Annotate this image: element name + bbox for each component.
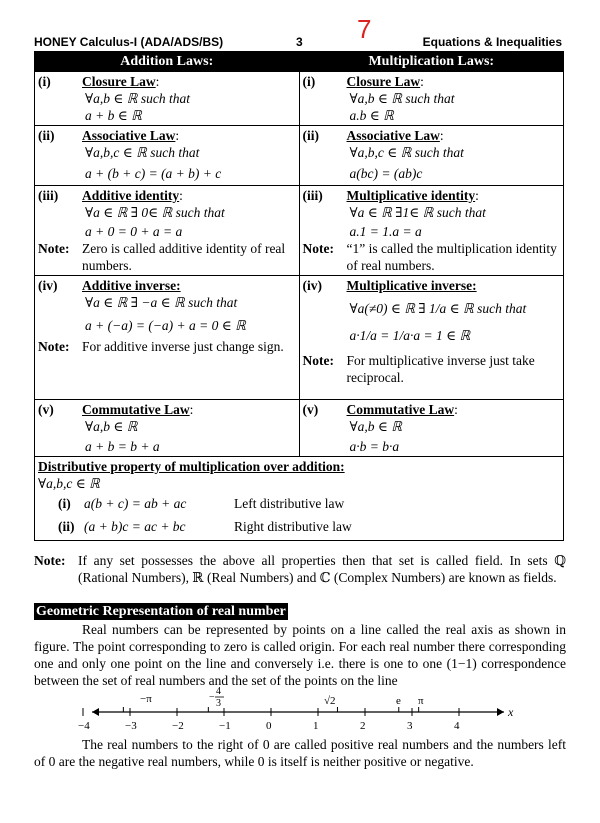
multiplication-laws-heading: Multiplication Laws: [299,52,564,72]
law-name: Additive inverse: [82,278,181,293]
note-text: For additive inverse just change sign. [82,339,284,354]
axis-label: x [508,705,514,719]
law-name: Commutative Law [82,402,190,417]
chapter-number: 7 [357,14,372,44]
law-name: Multiplicative identity [346,188,476,203]
note-label: Note: [302,353,334,368]
add-associative-cell: (ii) Associative Law: ∀a,b,c ∈ ℝ such that a + (b + c) = (a + b) + c [35,126,300,186]
tick-label: 2 [360,720,366,732]
left-arrow-icon [92,708,99,716]
note-text: If any set possesses the above all properties then that set is called field. In sets ℚ (Rational Numbers), ℝ (Real Numbers) and ℂ (Complex Numbers) are known as fields. [78,553,566,585]
note-label: Note: [38,339,70,354]
left-distributive-name: Left distributive law [234,496,345,511]
chapter-title: Equations & Inequalities [422,35,562,49]
law-name: Multiplicative inverse: [346,278,477,293]
section-heading: Geometric Representation of real number [36,604,286,619]
paragraph-2: The real numbers to the right of 0 are called positive real numbers and the numbers left of 0 are the negative real numbers, while 0 is itself is neither positive or negative. [34,737,566,769]
laws-table [34,51,564,541]
right-arrow-icon [497,708,504,716]
left-distributive-equation: a(b + c) = ab + ac [84,496,187,511]
four-thirds-denominator: 3 [216,698,221,709]
right-distributive-equation: (a + b)c = ac + bc [84,519,186,534]
note-label: Note: [38,241,70,256]
note-label: Note: [302,241,334,256]
addition-laws-heading: Addition Laws: [35,52,300,72]
mul-identity-cell: (iii) Multiplicative identity: ∀a ∈ ℝ ∃1∈ ℝ such that a.1 = 1.a = a Note: “1” is called the multiplication identity of real numbers. [299,186,564,276]
neg-sign: − [209,692,215,703]
neg-pi-label: −π [140,693,152,705]
paragraph-1: Real numbers can be represented by points on a line called the real axis as shown in figure. The point corresponding to zero is called origin. For each real number there corresponding one and only one point on the line and conversely i.e. there is one to one (1−1) correspondence between the set of real numbers and the set of the points on the line [34,622,566,688]
distributive-cell: Distributive property of multiplication over addition: ∀a,b,c ∈ ℝ (i) a(b + c) = ab + ac Left distributive law (ii) (a + b)c = ac + bc Right distributive law [35,457,564,541]
tick-label: −4 [78,720,90,732]
tick-label: −3 [125,720,137,732]
page-header [34,14,562,49]
note-text: “1” is called the multiplication identity of real numbers. [346,241,557,273]
pi-label: π [418,695,424,707]
mul-associative-cell: (ii) Associative Law: ∀a,b,c ∈ ℝ such that a(bc) = (ab)c [299,126,564,186]
e-label: e [396,695,401,707]
sqrt2-label: √2 [324,695,336,707]
tick-label: 4 [454,720,460,732]
note-text: Zero is called additive identity of real numbers. [82,241,286,273]
add-inverse-cell: (iv) Additive inverse: ∀a ∈ ℝ ∃ −a ∈ ℝ such that a + (−a) = (−a) + a = 0 ∈ ℝ Note: For additive inverse just change sign. [35,276,300,400]
four-thirds-numerator: 4 [216,686,221,697]
add-commutative-cell: (v) Commutative Law: ∀a,b ∈ ℝ a + b = b + a [35,400,300,457]
tick-label: 3 [407,720,413,732]
law-name: Additive identity [82,188,180,203]
law-name: Closure Law [346,74,421,89]
mul-closure-cell: (i) Closure Law: ∀a,b ∈ ℝ such that a.b ∈ ℝ [299,72,564,126]
book-title: HONEY Calculus-I (ADA/ADS/BS) [34,35,224,49]
law-name: Associative Law [82,128,176,143]
tick-label: 0 [266,720,272,732]
right-distributive-name: Right distributive law [234,519,352,534]
tick-label: −2 [172,720,184,732]
add-closure-cell: (i) Closure Law: ∀a,b ∈ ℝ such that a + b ∈ ℝ [35,72,300,126]
law-name: Commutative Law [346,402,455,417]
law-name: Associative Law [346,128,440,143]
mul-commutative-cell: (v) Commutative Law: ∀a,b ∈ ℝ a·b = b·a [299,400,564,457]
note-text: For multiplicative inverse just take reciprocal. [346,353,535,385]
tick-label: −1 [219,720,231,732]
note-label: Note: [34,553,66,568]
distributive-title: Distributive property of multiplication over addition: [38,459,345,474]
page-number: 3 [296,35,303,49]
tick-label: 1 [313,720,319,732]
field-note [34,552,566,586]
add-identity-cell: (iii) Additive identity: ∀a ∈ ℝ ∃ 0∈ ℝ such that a + 0 = 0 + a = a Note: Zero is called additive identity of real numbers. [35,186,300,276]
mul-inverse-cell: (iv) Multiplicative inverse: ∀a(≠0) ∈ ℝ ∃ 1/a ∈ ℝ such that a·1/a = 1/a·a = 1 ∈ ℝ Note: For multiplicative inverse just take reciprocal. [299,276,564,400]
law-name: Closure Law [82,74,156,89]
number-line [78,686,518,732]
